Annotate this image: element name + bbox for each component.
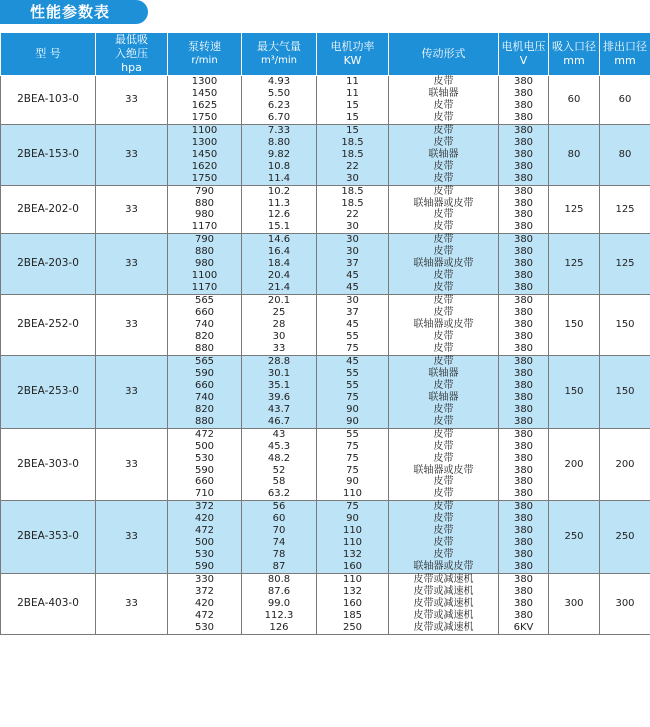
table-row <box>1 124 650 185</box>
header-drive-label: 传动形式 <box>421 47 466 60</box>
table-row <box>1 574 650 635</box>
drive-cell: 皮带或减速机 皮带或减速机 皮带或减速机 皮带或减速机 皮带或减速机 <box>389 574 499 635</box>
max-gas-cell: 4.93 5.50 6.23 6.70 <box>242 76 317 125</box>
table-row <box>1 185 650 234</box>
pressure-cell: 33 <box>96 501 168 574</box>
table-row-group <box>1 234 650 295</box>
drive-cell: 皮带 联轴器 皮带 联轴器 皮带 皮带 <box>389 355 499 428</box>
model-cell: 2BEA-203-0 <box>1 234 96 295</box>
page-title: 性能参数表 <box>0 0 148 24</box>
pressure-cell: 33 <box>96 124 168 185</box>
header-outlet-label: 排出口径 <box>603 40 647 53</box>
header-model <box>1 33 96 76</box>
speed-cell: 565 660 740 820 880 <box>168 295 242 356</box>
header-speed-label: 泵转速 <box>188 40 221 53</box>
header-row <box>1 33 650 76</box>
table-row-group <box>1 501 650 574</box>
header-max-gas <box>242 33 317 76</box>
speed-cell: 472 500 530 590 660 710 <box>168 428 242 501</box>
model-cell: 2BEA-353-0 <box>1 501 96 574</box>
outlet-cell: 80 <box>600 124 650 185</box>
pressure-cell: 33 <box>96 355 168 428</box>
drive-cell: 皮带 皮带 联轴器或皮带 皮带 皮带 <box>389 234 499 295</box>
header-max-gas-unit: m³/min <box>261 55 297 66</box>
header-speed-unit: r/min <box>191 55 218 66</box>
pressure-cell: 33 <box>96 234 168 295</box>
outlet-cell: 200 <box>600 428 650 501</box>
max-gas-cell: 20.1 25 28 30 33 <box>242 295 317 356</box>
max-gas-cell: 28.8 30.1 35.1 39.6 43.7 46.7 <box>242 355 317 428</box>
max-gas-cell: 7.33 8.80 9.82 10.8 11.4 <box>242 124 317 185</box>
header-power <box>317 33 389 76</box>
pressure-cell: 33 <box>96 428 168 501</box>
speed-cell: 1100 1300 1450 1620 1750 <box>168 124 242 185</box>
outlet-cell: 300 <box>600 574 650 635</box>
power-cell: 30 30 37 45 45 <box>317 234 389 295</box>
voltage-cell: 380 380 380 380 <box>499 185 549 234</box>
header-voltage-label: 电机电压 <box>501 40 546 53</box>
max-gas-cell: 80.8 87.6 99.0 112.3 126 <box>242 574 317 635</box>
drive-cell: 皮带 皮带 皮带 联轴器或皮带 皮带 皮带 <box>389 428 499 501</box>
header-outlet <box>600 33 650 76</box>
table-row-group <box>1 355 650 428</box>
voltage-cell: 380 380 380 380 380 380 <box>499 501 549 574</box>
speed-cell: 1300 1450 1625 1750 <box>168 76 242 125</box>
header-speed <box>168 33 242 76</box>
table-row-group <box>1 295 650 356</box>
model-cell: 2BEA-153-0 <box>1 124 96 185</box>
power-cell: 45 55 55 75 90 90 <box>317 355 389 428</box>
voltage-cell: 380 380 380 380 6KV <box>499 574 549 635</box>
max-gas-cell: 14.6 16.4 18.4 20.4 21.4 <box>242 234 317 295</box>
inlet-cell: 150 <box>549 355 600 428</box>
header-inlet-unit: mm <box>563 54 585 67</box>
model-cell: 2BEA-303-0 <box>1 428 96 501</box>
inlet-cell: 300 <box>549 574 600 635</box>
table-row-group <box>1 185 650 234</box>
inlet-cell: 125 <box>549 185 600 234</box>
model-cell: 2BEA-253-0 <box>1 355 96 428</box>
table-row-group <box>1 428 650 501</box>
outlet-cell: 150 <box>600 355 650 428</box>
power-cell: 11 11 15 15 <box>317 76 389 125</box>
outlet-cell: 150 <box>600 295 650 356</box>
model-cell: 2BEA-252-0 <box>1 295 96 356</box>
inlet-cell: 200 <box>549 428 600 501</box>
table-row <box>1 355 650 428</box>
outlet-cell: 60 <box>600 76 650 125</box>
speed-cell: 565 590 660 740 820 880 <box>168 355 242 428</box>
voltage-cell: 380 380 380 380 380 <box>499 295 549 356</box>
drive-cell: 皮带 皮带 联轴器 皮带 皮带 <box>389 124 499 185</box>
voltage-cell: 380 380 380 380 380 <box>499 124 549 185</box>
power-cell: 30 37 45 55 75 <box>317 295 389 356</box>
voltage-cell: 380 380 380 380 380 380 <box>499 355 549 428</box>
header-min-pressure-line2: 入绝压 <box>115 47 148 60</box>
header-inlet <box>549 33 600 76</box>
table-row <box>1 76 650 125</box>
header-voltage <box>499 33 549 76</box>
header-drive <box>389 33 499 76</box>
model-cell: 2BEA-202-0 <box>1 185 96 234</box>
power-cell: 55 75 75 75 90 110 <box>317 428 389 501</box>
inlet-cell: 125 <box>549 234 600 295</box>
voltage-cell: 380 380 380 380 380 <box>499 234 549 295</box>
power-cell: 110 132 160 185 250 <box>317 574 389 635</box>
power-cell: 15 18.5 18.5 22 30 <box>317 124 389 185</box>
header-power-unit: KW <box>343 54 362 67</box>
header-min-pressure-line1: 最低吸 <box>115 33 148 46</box>
header-min-pressure <box>96 33 168 76</box>
speed-cell: 330 372 420 472 530 <box>168 574 242 635</box>
table-row-group <box>1 574 650 635</box>
inlet-cell: 150 <box>549 295 600 356</box>
pressure-cell: 33 <box>96 574 168 635</box>
drive-cell: 皮带 联轴器 皮带 皮带 <box>389 76 499 125</box>
header-max-gas-label: 最大气量 <box>257 40 301 53</box>
inlet-cell: 80 <box>549 124 600 185</box>
outlet-cell: 250 <box>600 501 650 574</box>
table-row <box>1 501 650 574</box>
table-row-group <box>1 124 650 185</box>
table-row-group <box>1 76 650 125</box>
voltage-cell: 380 380 380 380 380 380 <box>499 428 549 501</box>
header-model-label: 型 号 <box>35 47 61 60</box>
pressure-cell: 33 <box>96 295 168 356</box>
header-power-label: 电机功率 <box>330 40 375 53</box>
power-cell: 75 90 110 110 132 160 <box>317 501 389 574</box>
inlet-cell: 60 <box>549 76 600 125</box>
outlet-cell: 125 <box>600 185 650 234</box>
header-outlet-unit: mm <box>614 54 636 67</box>
max-gas-cell: 43 45.3 48.2 52 58 63.2 <box>242 428 317 501</box>
power-cell: 18.5 18.5 22 30 <box>317 185 389 234</box>
inlet-cell: 250 <box>549 501 600 574</box>
performance-table <box>0 32 650 635</box>
speed-cell: 372 420 472 500 530 590 <box>168 501 242 574</box>
header-min-pressure-unit: hpa <box>121 61 142 74</box>
voltage-cell: 380 380 380 380 <box>499 76 549 125</box>
outlet-cell: 125 <box>600 234 650 295</box>
header-voltage-unit: V <box>519 54 528 67</box>
table-row <box>1 295 650 356</box>
pressure-cell: 33 <box>96 185 168 234</box>
speed-cell: 790 880 980 1100 1170 <box>168 234 242 295</box>
model-cell: 2BEA-403-0 <box>1 574 96 635</box>
table-row <box>1 234 650 295</box>
header-inlet-label: 吸入口径 <box>552 40 596 53</box>
drive-cell: 皮带 皮带 皮带 皮带 皮带 联轴器或皮带 <box>389 501 499 574</box>
max-gas-cell: 10.2 11.3 12.6 15.1 <box>242 185 317 234</box>
drive-cell: 皮带 联轴器或皮带 皮带 皮带 <box>389 185 499 234</box>
max-gas-cell: 56 60 70 74 78 87 <box>242 501 317 574</box>
pressure-cell: 33 <box>96 76 168 125</box>
model-cell: 2BEA-103-0 <box>1 76 96 125</box>
speed-cell: 790 880 980 1170 <box>168 185 242 234</box>
drive-cell: 皮带 皮带 联轴器或皮带 皮带 皮带 <box>389 295 499 356</box>
table-row <box>1 428 650 501</box>
